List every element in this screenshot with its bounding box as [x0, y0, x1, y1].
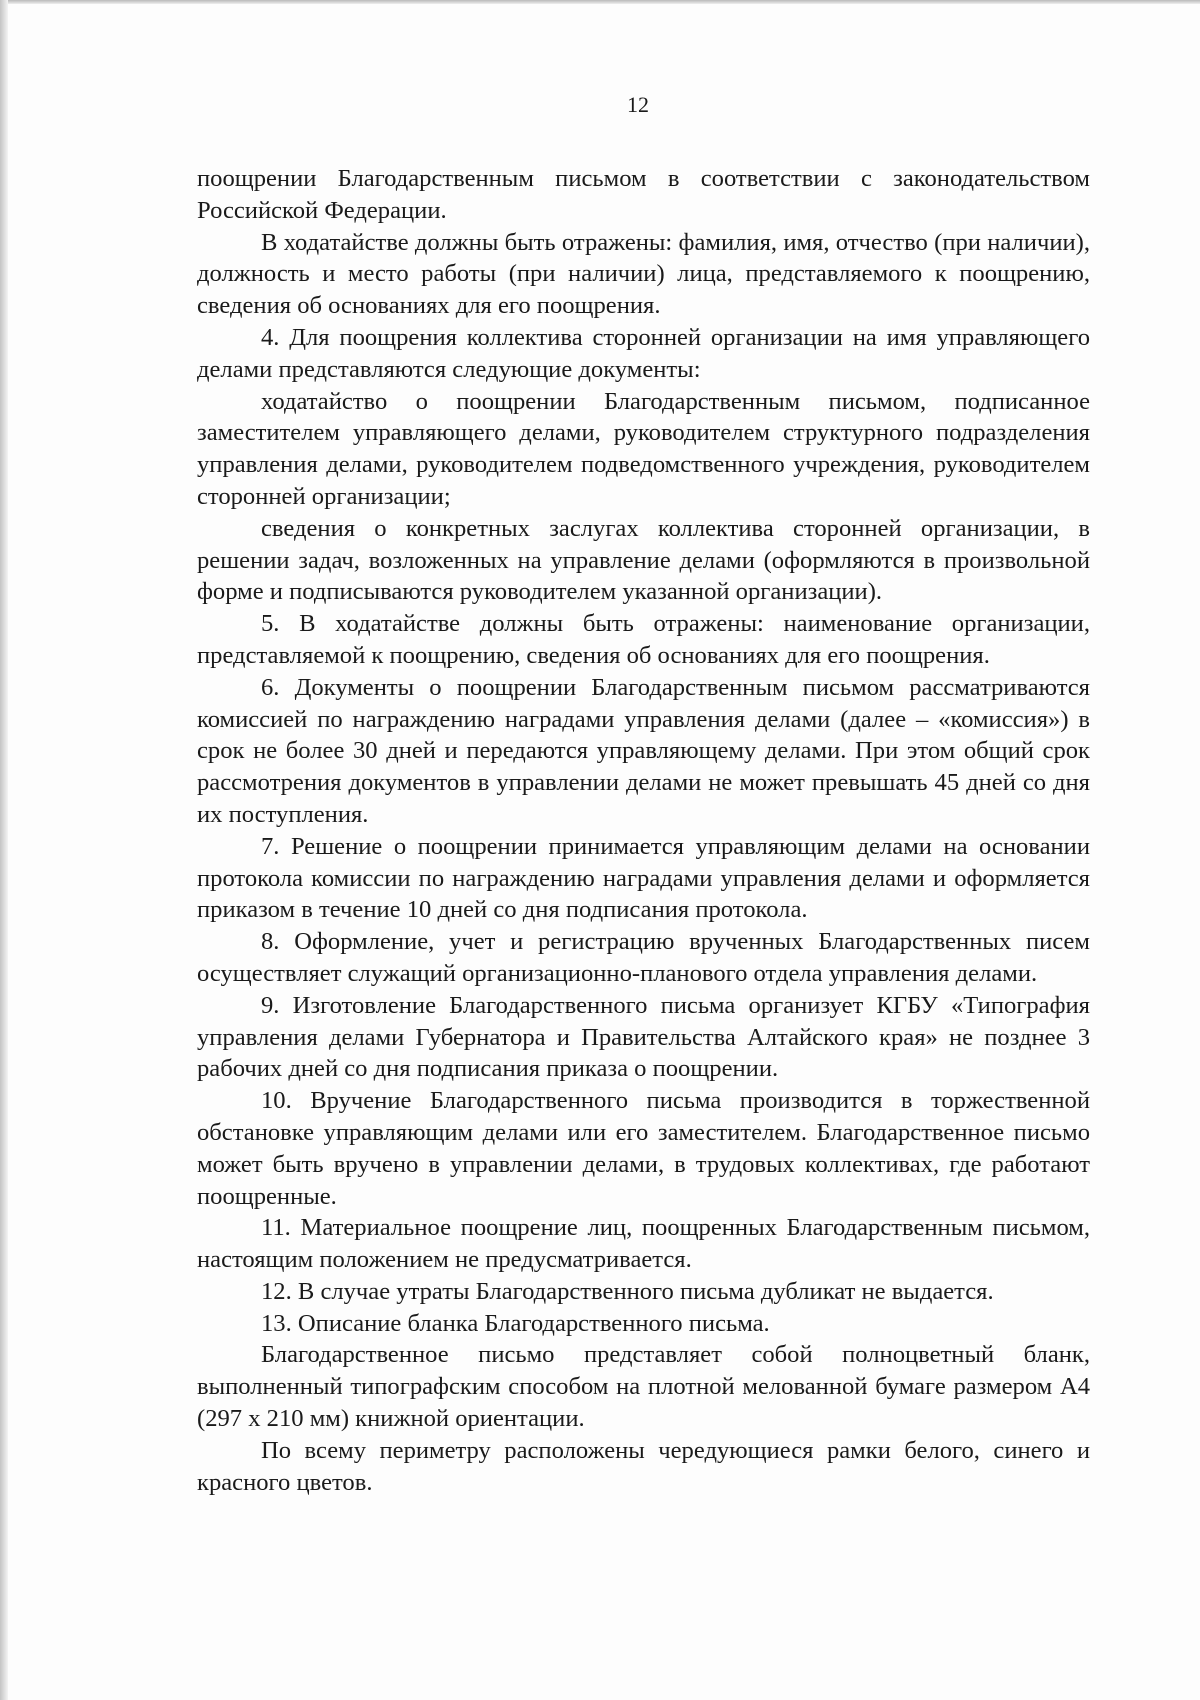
- scan-edge-left: [0, 0, 8, 1700]
- paragraph: сведения о конкретных заслугах коллектива сторонней организации, в решении задач, возложенных на управление делами (оформляются в произвольной форме и подписываются руководителем указанной организации).: [197, 514, 1090, 606]
- paragraph: 11. Материальное поощрение лиц, поощренных Благодарственным письмом, настоящим положением не предусматривается.: [197, 1214, 1090, 1274]
- paragraph: 4. Для поощрения коллектива сторонней организации на имя управляющего делами представляются следующие документы:: [197, 323, 1090, 383]
- paragraph: В ходатайстве должны быть отражены: фамилия, имя, отчество (при наличии), должность и место работы (при наличии) лица, представляемого к поощрению, сведения об основаниях для его поощрения.: [197, 228, 1090, 320]
- paragraph: По всему периметру расположены чередующиеся рамки белого, синего и красного цветов.: [197, 1436, 1090, 1496]
- page-number: 12: [627, 92, 649, 117]
- paragraph: 10. Вручение Благодарственного письма производится в торжественной обстановке управляющим делами или его заместителем. Благодарственное письмо может быть вручено в управлении делами, в трудовых коллективах, где работают поощренные.: [197, 1087, 1090, 1210]
- paragraph: поощрении Благодарственным письмом в соответствии с законодательством Российской Федерации.: [197, 165, 1090, 224]
- scan-edge-top: [0, 0, 1200, 4]
- paragraph: 6. Документы о поощрении Благодарственным письмом рассматриваются комиссией по награждению наградами управления делами (далее – «комиссия») в срок не более 30 дней и передаются управляющему делами. При этом общий срок рассмотрения документов в управлении делами не может превышать 45 дней со дня их поступления.: [197, 673, 1090, 828]
- document-body: [197, 163, 1090, 1498]
- paragraph: 8. Оформление, учет и регистрацию врученных Благодарственных писем осуществляет служащий организационно-планового отдела управления делами.: [197, 928, 1090, 987]
- paragraph: 5. В ходатайстве должны быть отражены: наименование организации, представляемой к поощрению, сведения об основаниях для его поощрения.: [197, 610, 1090, 669]
- paragraph: ходатайство о поощрении Благодарственным письмом, подписанное заместителем управляющего делами, руководителем структурного подразделения управления делами, руководителем подведомственного учреждения, руководителем сторонней организации;: [197, 387, 1090, 510]
- paragraph: 12. В случае утраты Благодарственного письма дубликат не выдается.: [261, 1277, 994, 1305]
- paragraph: 13. Описание бланка Благодарственного письма.: [261, 1309, 770, 1337]
- paragraph: Благодарственное письмо представляет собой полноцветный бланк, выполненный типографским способом на плотной мелованной бумаге размером А4 (297 х 210 мм) книжной ориентации.: [197, 1341, 1090, 1433]
- paragraph: 9. Изготовление Благодарственного письма организует КГБУ «Типография управления делами Губернатора и Правительства Алтайского края» не позднее 3 рабочих дней со дня подписания приказа о поощрении.: [197, 991, 1090, 1083]
- paragraph: 7. Решение о поощрении принимается управляющим делами на основании протокола комиссии по награждению наградами управления делами и оформляется приказом в течение 10 дней со дня подписания протокола.: [197, 832, 1090, 924]
